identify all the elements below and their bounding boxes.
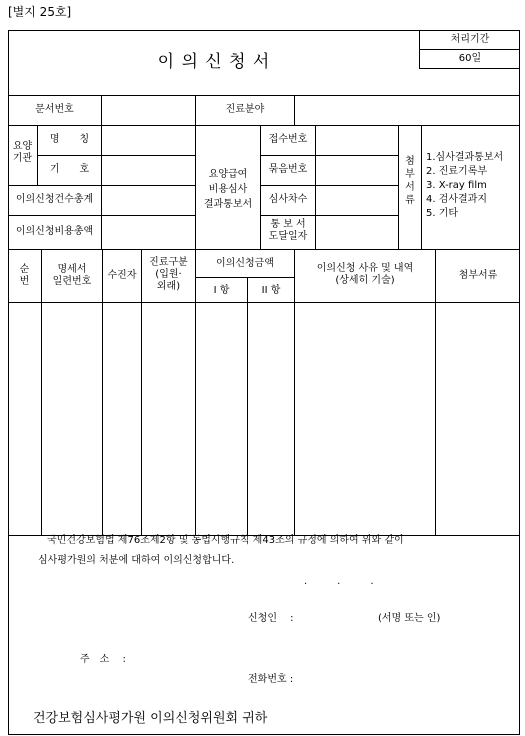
review-round-label: 심사차수 bbox=[268, 194, 308, 205]
statement-line-1: 국민건강보험법 제76조제2항 및 동법시행규칙 제43조의 규정에 의하여 위와 같이 bbox=[47, 535, 404, 546]
total-count-field[interactable] bbox=[102, 186, 195, 215]
result-notice-label: 요양급여 비용심사 결과통보서 bbox=[203, 169, 253, 210]
header-care-type: 진료구분 (입원· 외래) bbox=[149, 257, 188, 292]
header-item1: I 항 bbox=[213, 285, 230, 296]
address-label: 주 소 : bbox=[80, 654, 126, 665]
review-round-field[interactable] bbox=[316, 186, 398, 215]
form-title: 이 의 신 청 서 bbox=[157, 52, 271, 72]
department-label: 진료분야 bbox=[225, 104, 265, 115]
total-count-label: 이의신청건수총계 bbox=[15, 194, 94, 205]
attachment-item[interactable]: 2. 진료기록부 bbox=[426, 166, 488, 177]
phone-label: 전화번호 : bbox=[248, 674, 294, 685]
provider-code-field[interactable] bbox=[102, 156, 195, 185]
addressee: 건강보험심사평가원 이의신청위원회 귀하 bbox=[33, 711, 268, 726]
header-amount: 이의신청금액 bbox=[216, 258, 274, 269]
doc-number-field[interactable] bbox=[102, 96, 195, 125]
processing-label: 처리기간 bbox=[450, 34, 490, 45]
total-amount-label: 이의신청비용총액 bbox=[15, 226, 94, 237]
bundle-no-field[interactable] bbox=[316, 156, 398, 185]
doc-number-label: 문서번호 bbox=[35, 104, 74, 115]
total-amount-field[interactable] bbox=[102, 216, 195, 249]
applicant-label: 신청인 : bbox=[248, 613, 294, 624]
provider-label: 요양 기관 bbox=[12, 141, 33, 164]
provider-code-label: 기 호 bbox=[49, 164, 90, 175]
receipt-no-label: 접수번호 bbox=[268, 134, 308, 145]
bundle-no-label: 묶음번호 bbox=[268, 164, 308, 175]
provider-name-label: 명 칭 bbox=[49, 134, 90, 145]
header-statement-no: 명세서 일련번호 bbox=[52, 264, 92, 287]
provider-name-field[interactable] bbox=[102, 126, 195, 155]
form-tag: [별지 25호] bbox=[8, 5, 72, 19]
statement-line-2: 심사평가원의 처분에 대하여 이의신청합니다. bbox=[38, 555, 235, 566]
header-item2: II 항 bbox=[261, 285, 281, 296]
attachment-item[interactable]: 3. X-ray film bbox=[426, 180, 487, 191]
attachment-item[interactable]: 1.심사결과통보서 bbox=[426, 152, 504, 163]
notice-date-label: 통 보 서 도달일자 bbox=[268, 219, 308, 242]
header-seq: 순 번 bbox=[19, 264, 30, 287]
header-patient: 수진자 bbox=[107, 270, 137, 281]
header-attach: 첨부서류 bbox=[458, 270, 498, 281]
attachments-label: 첨 부 서 류 bbox=[405, 156, 415, 206]
table-body[interactable] bbox=[9, 303, 519, 535]
processing-value: 60일 bbox=[458, 53, 482, 64]
receipt-no-field[interactable] bbox=[316, 126, 398, 155]
attachment-item[interactable]: 5. 기타 bbox=[426, 208, 459, 219]
notice-date-field[interactable] bbox=[316, 216, 398, 249]
header-reason: 이의신청 사유 및 내역 (상세히 기술) bbox=[316, 263, 414, 286]
department-field[interactable] bbox=[295, 96, 520, 125]
attachment-item[interactable]: 4. 검사결과지 bbox=[426, 194, 488, 205]
date-dots[interactable]: . . . bbox=[304, 576, 374, 587]
signature-label: (서명 또는 인) bbox=[378, 613, 441, 624]
